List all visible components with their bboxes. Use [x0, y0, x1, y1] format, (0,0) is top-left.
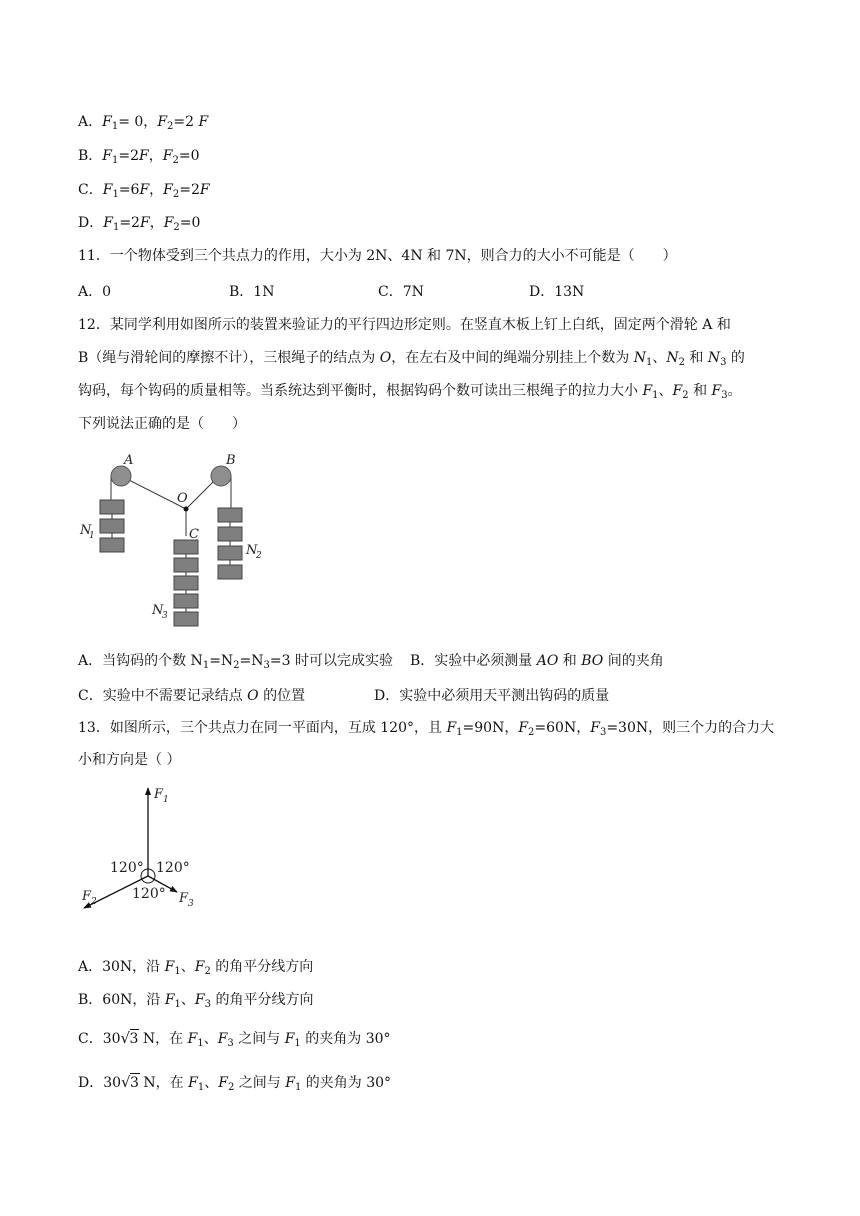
text: 钩码，每个钩码的质量相等。当系统达到平衡时，根据钩码个数可读出三根绳子的拉力大小 [78, 383, 643, 399]
value: =2 [179, 182, 200, 198]
symbol-f2: F [194, 959, 205, 975]
text: 的 [726, 350, 745, 366]
radicand: 3 [129, 1031, 139, 1047]
q12-option-a [78, 651, 393, 676]
symbol-f3: F [590, 720, 600, 736]
symbol-f2: F [518, 720, 529, 736]
symbol-n1: N [633, 350, 646, 366]
q10-option-b [78, 146, 199, 171]
q10-option-a [78, 112, 208, 137]
q12-stem-line3 [78, 381, 742, 406]
text: A．当钩码的个数 N [78, 653, 203, 669]
subscript: 1 [456, 727, 463, 738]
subscript: 3 [263, 660, 270, 671]
subscript: 1 [111, 121, 119, 132]
q11-stem: 11．一个物体受到三个共点力的作用，大小为 2N、4N 和 7N，则合力的大小不可能是（ ） [78, 248, 677, 264]
label-f1: F [154, 787, 164, 802]
q12-option-d: D．实验中必须用天平测出钩码的质量 [374, 688, 610, 704]
label-n1: N [80, 523, 92, 538]
text: 、 [180, 992, 195, 1008]
q10-option-d [78, 213, 200, 238]
subscript: 2 [528, 727, 535, 738]
subscript: 2 [233, 660, 240, 671]
text: 的夹角为 30° [301, 1075, 392, 1091]
q13-stem-line1 [78, 718, 774, 743]
option-letter: C． [78, 182, 103, 198]
text: B．60N，沿 [78, 992, 165, 1008]
symbol-bo: BO [581, 653, 604, 669]
text: 、 [180, 959, 195, 975]
weights-n2 [218, 508, 242, 579]
symbol-f3: F [217, 1031, 228, 1047]
text: 之间与 [233, 1031, 285, 1047]
symbol-f2: F [672, 383, 683, 399]
text: 和 [688, 383, 712, 399]
symbol-ao: AO [536, 653, 559, 669]
value: =0 [178, 148, 200, 164]
q12-stem-line4: 下列说法正确的是（ ） [78, 416, 246, 432]
subscript: 2 [682, 390, 689, 401]
text: 、 [204, 1075, 219, 1091]
symbol-f1: F [187, 1031, 198, 1047]
label-f1-sub: 1 [163, 795, 169, 805]
text: B．实验中必须测量 [410, 653, 537, 669]
symbol-f2: F [157, 114, 168, 130]
knot-o [184, 507, 189, 512]
symbol-f: F [199, 182, 210, 198]
text: C．实验中不需要记录结点 [78, 688, 248, 704]
separator: ， [149, 215, 164, 231]
q13-option-d [78, 1073, 391, 1098]
subscript: 1 [652, 390, 659, 401]
q12-option-c [78, 686, 305, 706]
symbol-f1: F [285, 1075, 295, 1091]
separator: ， [148, 148, 163, 164]
text: 13．如图所示，三个共点力在同一平面内，互成 120°，且 [78, 720, 447, 736]
label-n3-sub: 3 [162, 611, 168, 621]
subscript: 2 [172, 155, 179, 166]
text: =30N，则三个力的合力大 [606, 720, 775, 736]
symbol-f: F [139, 148, 149, 164]
pulley-a [111, 466, 131, 486]
symbol-f3: F [194, 992, 205, 1008]
q11-option-b: B．1N [229, 284, 275, 300]
subscript: 1 [112, 189, 119, 200]
subscript: 2 [167, 121, 174, 132]
subscript: 2 [172, 189, 180, 200]
pulley-apparatus-figure [76, 452, 276, 634]
symbol-f2: F [163, 182, 173, 198]
subscript: 1 [197, 1038, 204, 1049]
label-n2: N [246, 543, 258, 558]
symbol-n3: N [707, 350, 721, 366]
subscript: 3 [721, 390, 728, 401]
label-o: O [177, 491, 188, 506]
q13-option-b [78, 990, 313, 1015]
text: 的夹角为 30° [300, 1031, 391, 1047]
weights-n3 [174, 540, 198, 626]
text: 、 [203, 1031, 218, 1047]
subscript: 1 [202, 660, 210, 671]
symbol-f1: F [446, 720, 457, 736]
text: 的位置 [258, 688, 306, 704]
text: =3 时可以完成实验 [269, 653, 393, 669]
text: 的角平分线方向 [210, 959, 314, 975]
option-letter: D． [78, 215, 104, 231]
subscript: 1 [294, 1038, 301, 1049]
symbol-f: F [139, 215, 150, 231]
subscript: 2 [173, 222, 180, 233]
symbol-f3: F [711, 383, 722, 399]
q13-stem-line2: 小和方向是（ ） [78, 752, 181, 768]
text: =90N， [462, 720, 519, 736]
subscript: 1 [645, 357, 653, 368]
subscript: 1 [294, 1082, 302, 1093]
text: B（绳与滑轮间的摩擦不计），三根绳子的结点为 [78, 350, 380, 366]
label-angle-bottom: 120° [132, 886, 166, 902]
q12-stem-line1: 12．某同学利用如图所示的装置来验证力的平行四边形定则。在竖直木板上钉上白纸，固定两个滑轮 A 和 [78, 317, 731, 333]
label-angle-right: 120° [156, 860, 190, 876]
q12-option-b [410, 651, 664, 671]
symbol-f1: F [103, 215, 113, 231]
subscript: 1 [174, 966, 181, 977]
symbol-f1: F [284, 1031, 295, 1047]
value: =0 [179, 215, 201, 231]
symbol-f1: F [102, 148, 113, 164]
symbol-n2: N [666, 350, 679, 366]
subscript: 1 [197, 1082, 205, 1093]
value: = 0， [118, 114, 158, 130]
symbol-f1: F [102, 114, 112, 130]
subscript: 1 [112, 155, 119, 166]
symbol-f: F [198, 114, 209, 130]
force-diagram-figure [76, 780, 216, 915]
text: D．30 [78, 1075, 122, 1091]
symbol-f1: F [642, 383, 653, 399]
subscript: 3 [599, 727, 607, 738]
text: 之间与 [234, 1075, 286, 1091]
label-n1-sub: 1 [89, 531, 95, 541]
text: =60N， [534, 720, 591, 736]
label-b: B [226, 453, 236, 468]
option-letter: A． [78, 114, 103, 130]
label-f3: F [179, 891, 189, 906]
label-f2: F [82, 889, 92, 904]
q11-option-a: A．0 [78, 284, 112, 300]
text: 、 [658, 383, 673, 399]
symbol-o: O [247, 688, 259, 704]
subscript: 3 [227, 1038, 234, 1049]
label-n2-sub: 2 [256, 551, 262, 561]
label-f3-sub: 3 [188, 899, 194, 909]
q11-option-c: C．7N [378, 284, 424, 300]
pulley-b [211, 466, 231, 486]
subscript: 2 [227, 1082, 235, 1093]
symbol-f2: F [218, 1075, 228, 1091]
text: 和 [684, 350, 708, 366]
q10-option-c [78, 180, 210, 205]
value: =2 [173, 114, 199, 130]
symbol-f2: F [163, 215, 174, 231]
symbol-f: F [139, 182, 150, 198]
text: C．30 [78, 1031, 121, 1047]
subscript: 2 [678, 357, 685, 368]
text: N，在 [138, 1031, 188, 1047]
label-f2-sub: 2 [91, 897, 97, 907]
subscript: 1 [174, 999, 181, 1010]
sqrt-symbol: √ 3 [120, 1029, 139, 1047]
q11-option-d: D．13N [529, 284, 585, 300]
text: ，在左右及中间的绳端分别挂上个数为 [391, 350, 634, 366]
subscript: 1 [112, 222, 120, 233]
separator: ， [149, 182, 164, 198]
symbol-f1: F [164, 959, 175, 975]
text: =N [209, 653, 234, 669]
subscript: 2 [204, 966, 211, 977]
q13-option-c [78, 1029, 391, 1054]
value: =2 [118, 148, 140, 164]
symbol-f1: F [188, 1075, 198, 1091]
label-a: A [124, 453, 134, 468]
radicand: 3 [130, 1075, 139, 1091]
label-angle-left: 120° [110, 860, 144, 876]
symbol-f1: F [102, 182, 113, 198]
text: =N [239, 653, 264, 669]
text: 和 [558, 653, 582, 669]
text: A．30N，沿 [78, 959, 165, 975]
sqrt-symbol: √ 3 [121, 1073, 139, 1091]
symbol-o: O [379, 350, 392, 366]
label-n3: N [152, 603, 164, 618]
option-letter: B． [78, 148, 103, 164]
subscript: 3 [720, 357, 727, 368]
symbol-f1: F [164, 992, 175, 1008]
weights-n1 [100, 500, 124, 552]
text: N，在 [138, 1075, 189, 1091]
text: 。 [727, 383, 742, 399]
subscript: 3 [204, 999, 211, 1010]
q12-stem-line2 [78, 348, 745, 373]
text: 间的夹角 [603, 653, 664, 669]
text: 、 [652, 350, 667, 366]
symbol-f2: F [162, 148, 173, 164]
value: =2 [119, 215, 140, 231]
text: 的角平分线方向 [211, 992, 314, 1008]
value: =6 [118, 182, 140, 198]
q13-option-a [78, 957, 313, 982]
label-c: C [189, 527, 199, 542]
